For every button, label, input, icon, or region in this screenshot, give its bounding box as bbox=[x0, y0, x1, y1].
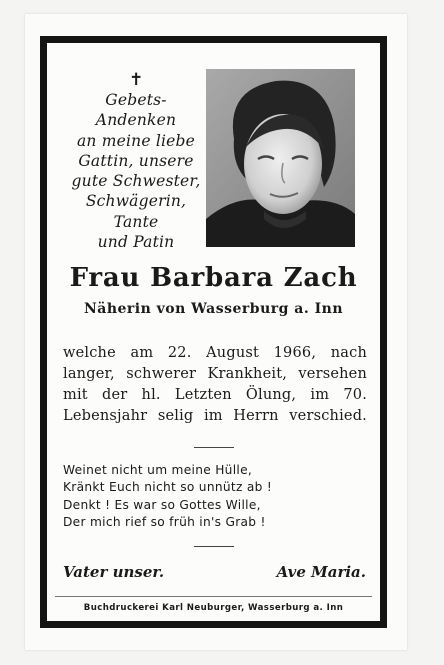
verse-line: Weinet nicht um meine Hülle, bbox=[63, 463, 253, 477]
verse-text bbox=[63, 462, 367, 532]
deceased-name: Frau Barbara Zach bbox=[69, 263, 358, 293]
prayer-ave-maria: Ave Maria. bbox=[276, 563, 366, 581]
verse-line: Kränkt Euch nicht so unnütz ab ! bbox=[63, 480, 273, 495]
verse-line: Denkt ! Es war so Gottes Wille, bbox=[63, 497, 261, 512]
divider bbox=[194, 447, 234, 448]
portrait-photo bbox=[206, 69, 355, 247]
dedication-line: und Patin bbox=[97, 233, 175, 252]
dedication-line: Gebets- bbox=[105, 91, 167, 109]
dedication-line: Schwägerin, bbox=[85, 192, 187, 211]
dedication-line: Andenken bbox=[95, 111, 177, 130]
dedication-line: an meine liebe bbox=[76, 131, 196, 150]
divider bbox=[194, 546, 234, 547]
divider bbox=[55, 596, 372, 597]
verse-line: Der mich rief so früh in's Grab ! bbox=[63, 515, 266, 530]
obituary-line: langer, schwerer Krankheit, versehen bbox=[63, 366, 367, 382]
dedication-text bbox=[61, 90, 211, 252]
dedication-line: Tante bbox=[113, 212, 159, 231]
printer-imprint: Buchdruckerei Karl Neuburger, Wasserburg a. Inn bbox=[83, 603, 344, 613]
obituary-line: mit der hl. Letzten Ölung, im 70. bbox=[63, 387, 367, 403]
obituary-line: welche am 22. August 1966, nach bbox=[63, 345, 367, 361]
mourning-border-frame bbox=[40, 36, 387, 628]
obituary-line: Lebensjahr selig im Herrn verschied. bbox=[63, 408, 367, 424]
occupation-line: Näherin von Wasserburg a. Inn bbox=[83, 301, 344, 317]
prayer-vater-unser: Vater unser. bbox=[63, 563, 165, 581]
dedication-line: Gattin, unsere bbox=[78, 151, 194, 170]
dedication-line: gute Schwester, bbox=[71, 172, 201, 191]
cross-icon: ✝ bbox=[129, 70, 144, 90]
obituary-text bbox=[63, 343, 367, 427]
